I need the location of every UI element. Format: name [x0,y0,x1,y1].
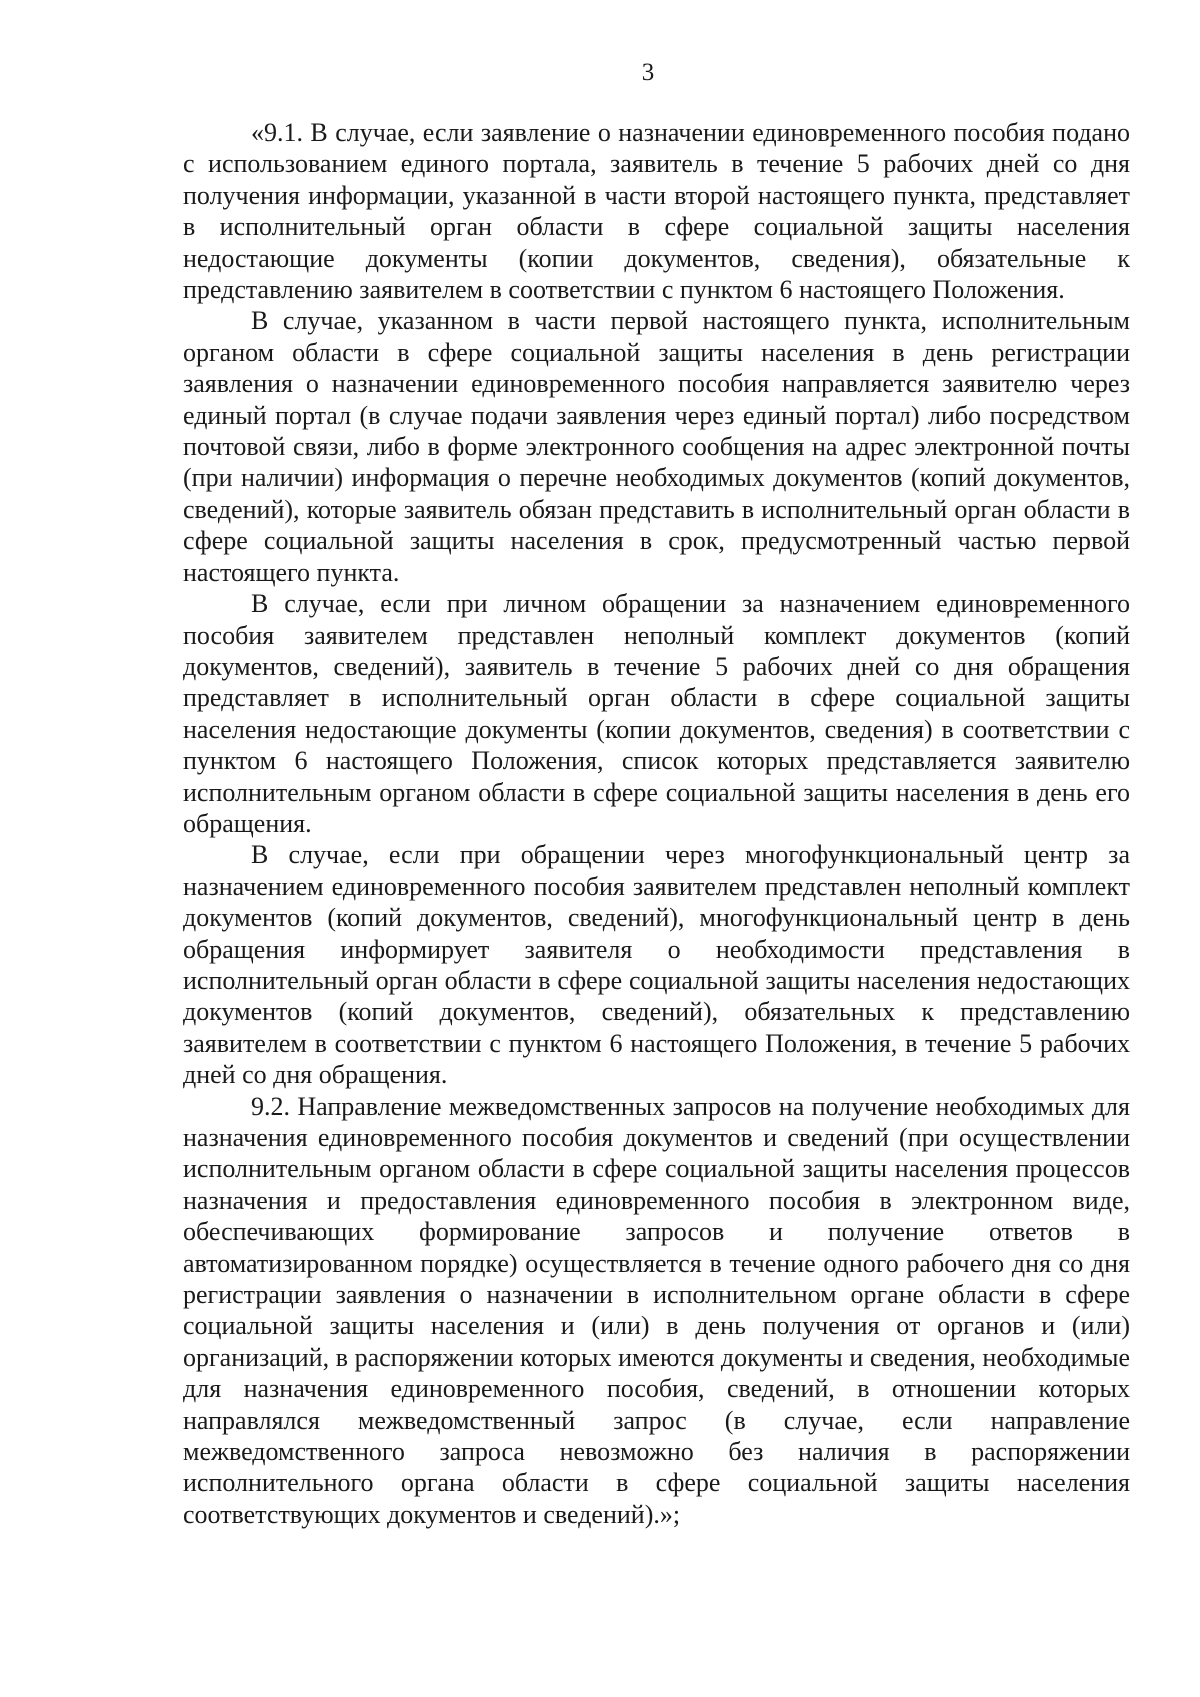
paragraph-9-2: 9.2. Направление межведомственных запросов на получение необходимых для назначения единовременного пособия документов и сведений (при осуществлении исполнительным органом области в сфере социальной защиты населения процессов назначения и предоставления единовременного пособия в электронном виде, обеспечивающих формирование запросов и получение ответов в автоматизированном порядке) осуществляется в течение одного рабочего дня со дня регистрации заявления о назначении в исполнительном органе области в сфере социальной защиты населения и (или) в день получения от органов и (или) организаций, в распоряжении которых имеются документы и сведения, необходимые для назначения единовременного пособия, сведений, в отношении которых направлялся межведомственный запрос (в случае, если направление межведомственного запроса невозможно без наличия в распоряжении исполнительного органа области в сфере социальной защиты населения соответствующих документов и сведений).»; [183,1091,1130,1529]
paragraph-9-1: «9.1. В случае, если заявление о назначении единовременного пособия подано с использованием единого портала, заявитель в течение 5 рабочих дней со дня получения информации, указанной в части второй настоящего пункта, представляет в исполнительный орган области в сфере социальной защиты населения недостающие документы (копии документов, сведения), обязательные к представлению заявителем в соответствии с пунктом 6 настоящего Положения. [183,118,1130,305]
paragraph-9-1-part-4: В случае, если при обращении через многофункциональный центр за назначением единовременного пособия заявителем представлен неполный комплект документов (копий документов, сведений), многофункциональный центр в день обращения информирует заявителя о необходимости представления в исполнительный орган области в сфере социальной защиты населения недостающих документов (копий документов, сведений), обязательных к представлению заявителем в соответствии с пунктом 6 настоящего Положения, в течение 5 рабочих дней со дня обращения. [183,840,1130,1090]
page-number: 3 [641,59,655,86]
paragraph-9-1-part-3: В случае, если при личном обращении за назначением единовременного пособия заявителем представлен неполный комплект документов (копий документов, сведений), заявитель в течение 5 рабочих дней со дня обращения представляет в исполнительный орган области в сфере социальной защиты населения недостающие документы (копии документов, сведения) в соответствии с пунктом 6 настоящего Положения, список которых представляется заявителю исполнительным органом области в сфере социальной защиты населения в день его обращения. [183,589,1130,838]
document-body [183,117,1130,1530]
paragraph-9-1-part-2: В случае, указанном в части первой настоящего пункта, исполнительным органом области в сфере социальной защиты населения в день регистрации заявления о назначении единовременного пособия направляется заявителю через единый портал (в случае подачи заявления через единый портал) либо посредством почтовой связи, либо в форме электронного сообщения на адрес электронной почты (при наличии) информация о перечне необходимых документов (копий документов, сведений), которые заявитель обязан представить в исполнительный орган области в сфере социальной защиты населения в срок, предусмотренный частью первой настоящего пункта. [183,306,1130,587]
